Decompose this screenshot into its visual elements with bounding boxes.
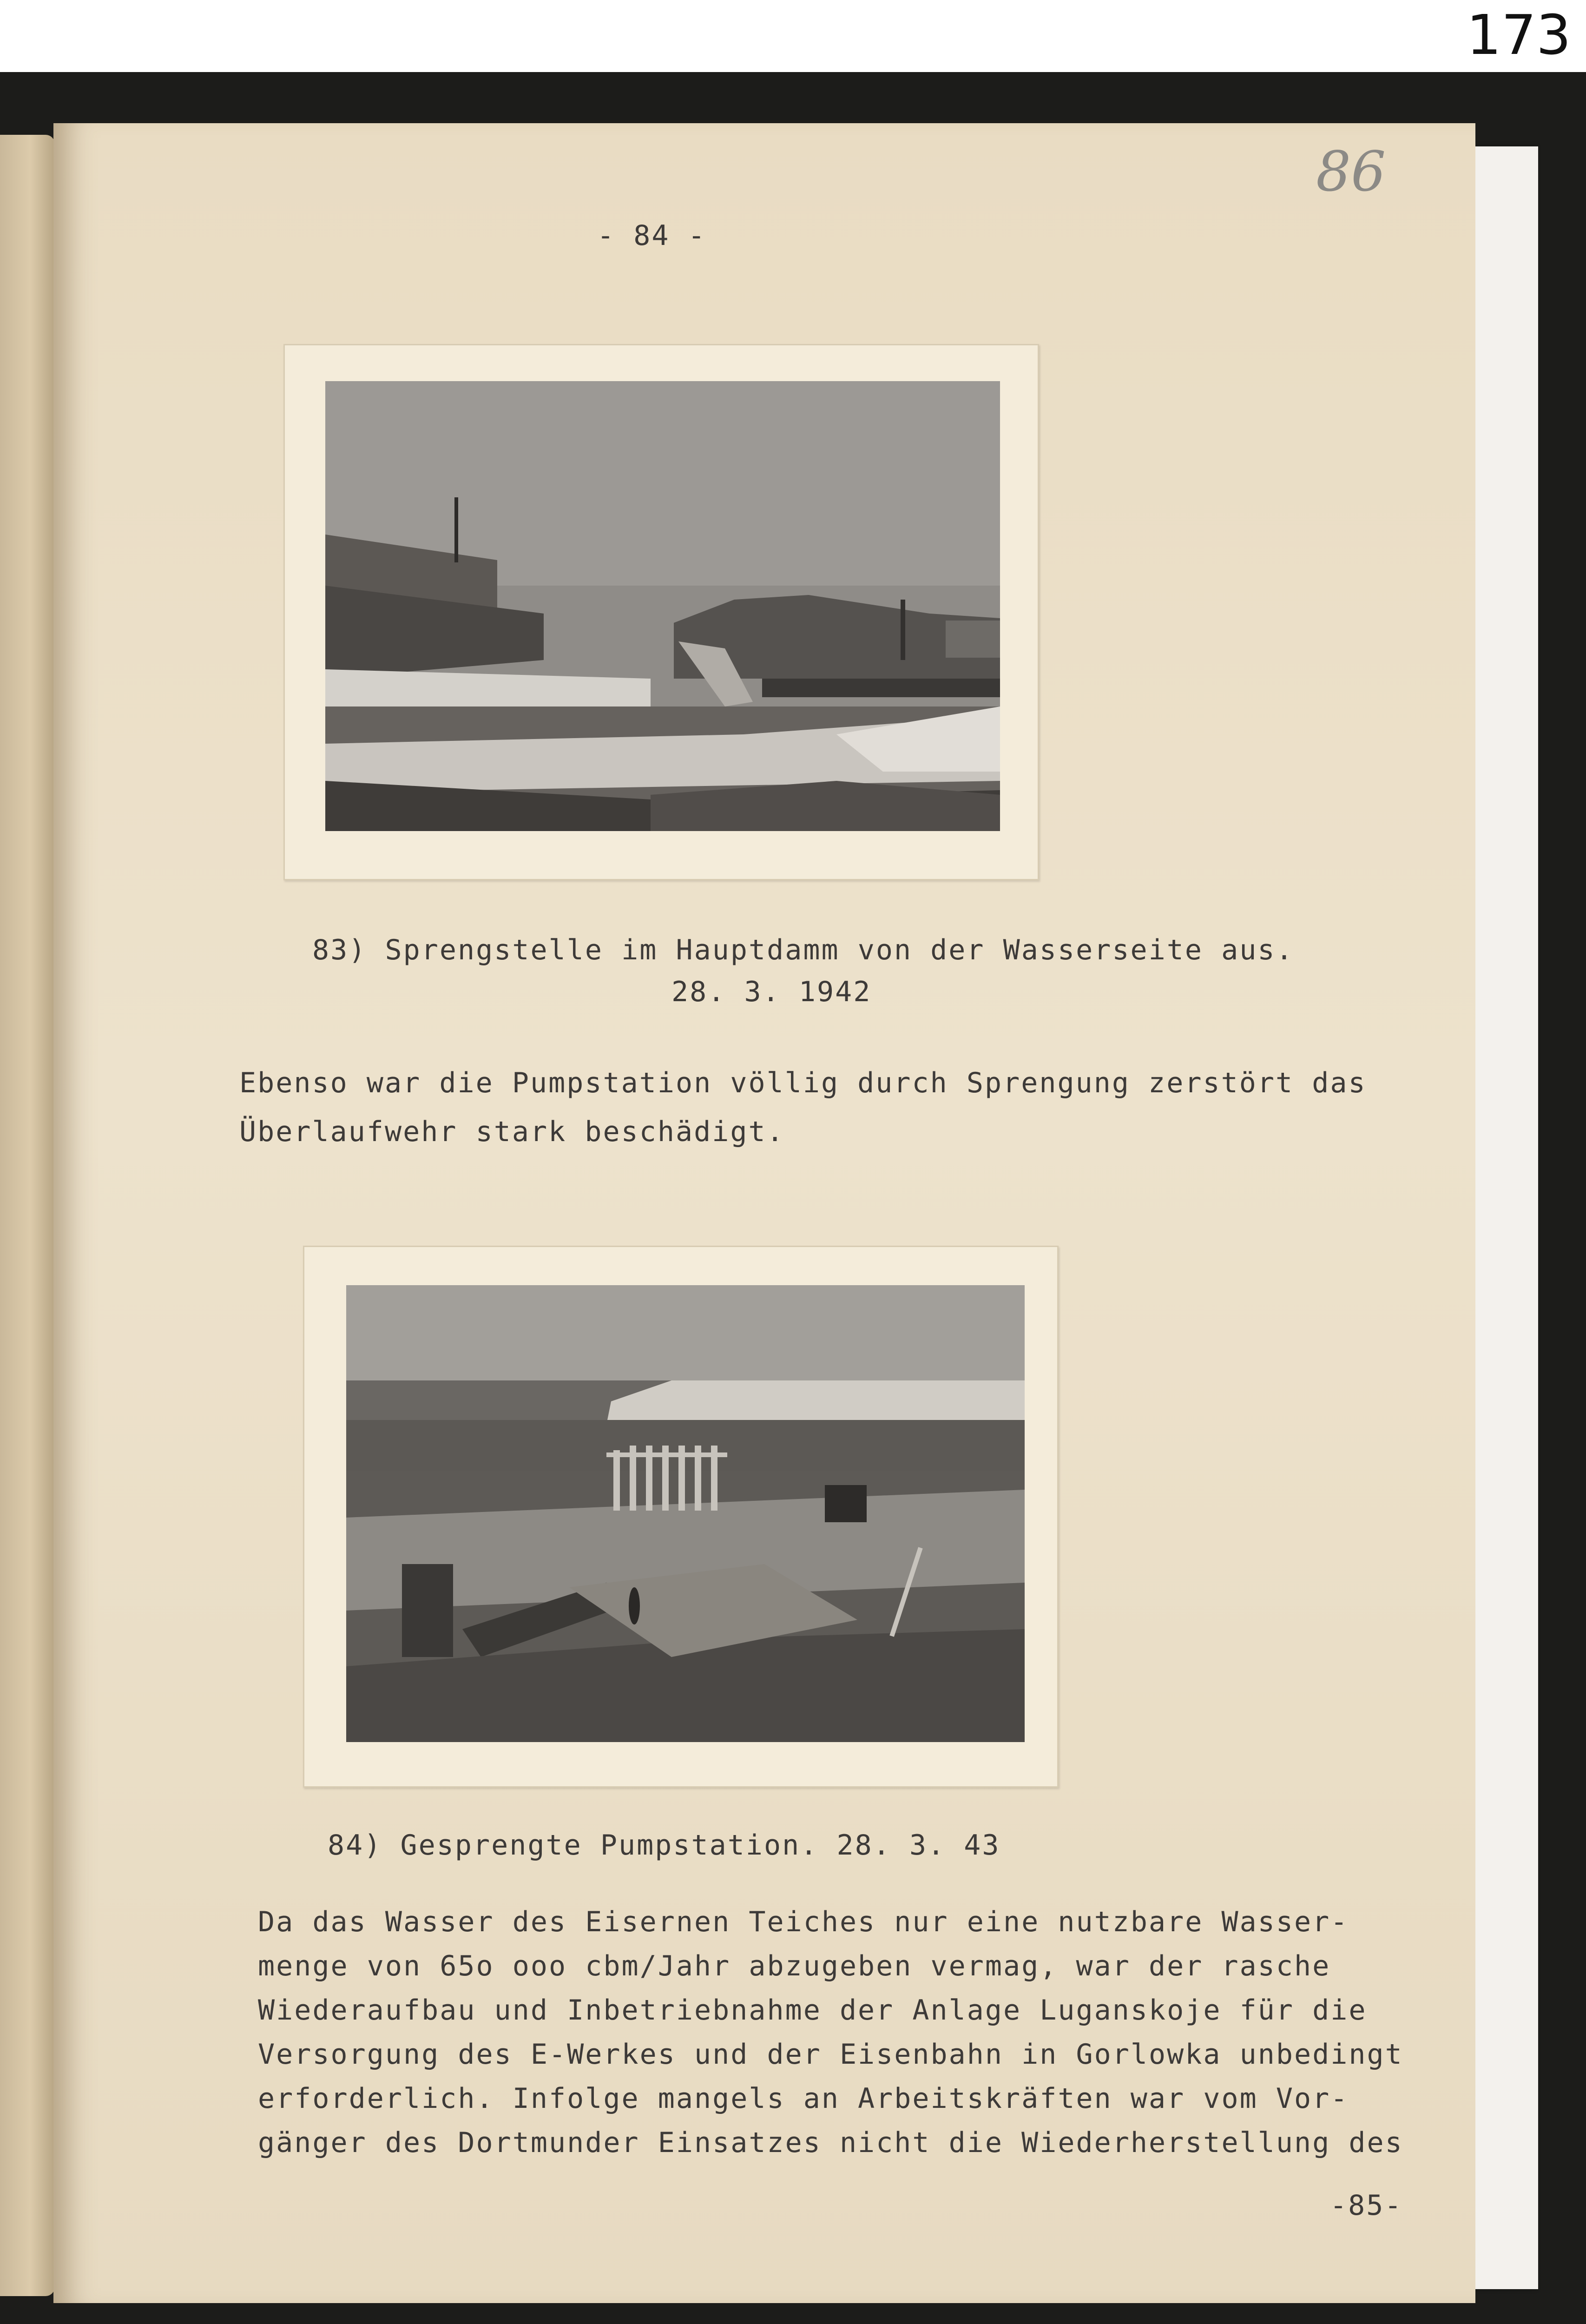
photo1-caption-line2: 28. 3. 1942 (671, 976, 872, 1008)
paragraph2-line2: menge von 65o ooo cbm/Jahr abzugeben vermag, war der rasche (258, 1950, 1331, 1982)
paragraph1-line2: Überlaufwehr stark beschädigt. (239, 1116, 785, 1148)
photo2-caption: 84) Gesprengte Pumpstation. 28. 3. 43 (328, 1829, 1000, 1862)
paragraph2-line1: Da das Wasser des Eisernen Teiches nur eine nutzbare Wasser- (258, 1906, 1349, 1938)
handwritten-page-note: 86 (1316, 139, 1386, 204)
paragraph2-line6: gänger des Dortmunder Einsatzes nicht die Wiederherstellung des (258, 2126, 1403, 2159)
paragraph2-line5: erforderlich. Infolge mangels an Arbeitskräften war vom Vor- (258, 2082, 1349, 2115)
photo-dam-blast-site (325, 381, 1000, 831)
top-margin (0, 0, 1586, 72)
facing-page-edge (0, 135, 55, 2296)
folio-number: 173 (1466, 3, 1571, 67)
paragraph2-line4: Versorgung des E-Werkes und der Eisenbahn in Gorlowka unbedingt (258, 2038, 1403, 2071)
photo-pump-station (346, 1285, 1025, 1742)
paragraph1-line1: Ebenso war die Pumpstation völlig durch Sprengung zerstört das (239, 1067, 1367, 1099)
paragraph2-line3: Wiederaufbau und Inbetriebnahme der Anlage Luganskoje für die (258, 1994, 1367, 2027)
page-number-top: - 84 - (597, 219, 706, 252)
photo1-caption-line1: 83) Sprengstelle im Hauptdamm von der Wasserseite aus. (312, 934, 1294, 966)
page-number-bottom: -85- (1330, 2189, 1403, 2222)
